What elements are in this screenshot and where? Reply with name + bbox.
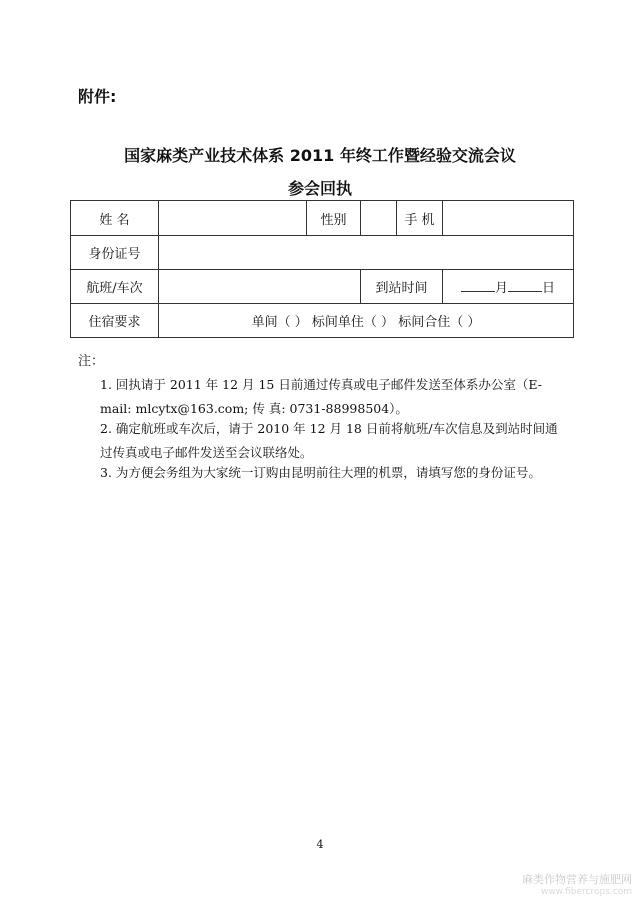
arrival-label: 到站时间 [361,270,443,304]
name-field[interactable] [159,201,307,236]
form-row-flight [71,270,574,304]
id-field[interactable] [159,236,574,270]
note-item-3: 3. 为方便会务组为大家统一订购由昆明前往大理的机票，请填写您的身份证号。 [100,465,541,480]
notes-heading: 注： [78,354,105,369]
page-number: 4 [316,838,324,851]
form-row-name [71,201,574,236]
gender-label: 性别 [307,201,361,236]
form-row-id [71,236,574,270]
attachment-label: 附件: [78,87,117,106]
lodging-single-option[interactable]: 单间（ ） [251,315,308,330]
document-subtitle: 参会回执 [287,179,352,198]
note-item-2: 2. 确定航班或车次后，请于 2010 年 12 月 18 日前将航班/车次信息及到站时间通过传真或电子邮件发送至会议联络处。 [100,421,558,460]
gender-field[interactable] [361,201,397,236]
lodging-label: 住宿要求 [71,304,159,338]
lodging-shared-option[interactable]: 标间单住（ ） [311,315,395,330]
lodging-double-option[interactable]: 标间合住（ ） [398,315,481,330]
watermark [522,873,632,899]
flight-field[interactable] [159,270,361,304]
form-row-lodging [71,304,574,338]
arrival-day-label: 日 [542,281,556,296]
flight-label: 航班/车次 [71,270,159,304]
arrival-month-label: 月 [494,281,508,296]
watermark-url: www.fibercrops.com [541,887,632,897]
id-label: 身份证号 [71,236,159,270]
arrival-month-blank[interactable] [461,277,495,292]
phone-field[interactable] [443,201,574,236]
registration-form [70,200,574,338]
phone-label: 手 机 [397,201,443,236]
name-label: 姓 名 [71,201,159,236]
watermark-title: 麻类作物营养与施肥网 [522,873,632,886]
arrival-field[interactable] [443,270,574,304]
arrival-day-blank[interactable] [508,277,542,292]
note-item-1: 1. 回执请于 2011 年 12 月 15 日前通过传真或电子邮件发送至体系办公室（E-mail: mlcytx@163.com; 传 真: 0731-88998504）。 [100,377,542,416]
lodging-options [159,304,574,338]
document-title: 国家麻类产业技术体系 2011 年终工作暨经验交流会议 [124,146,516,165]
